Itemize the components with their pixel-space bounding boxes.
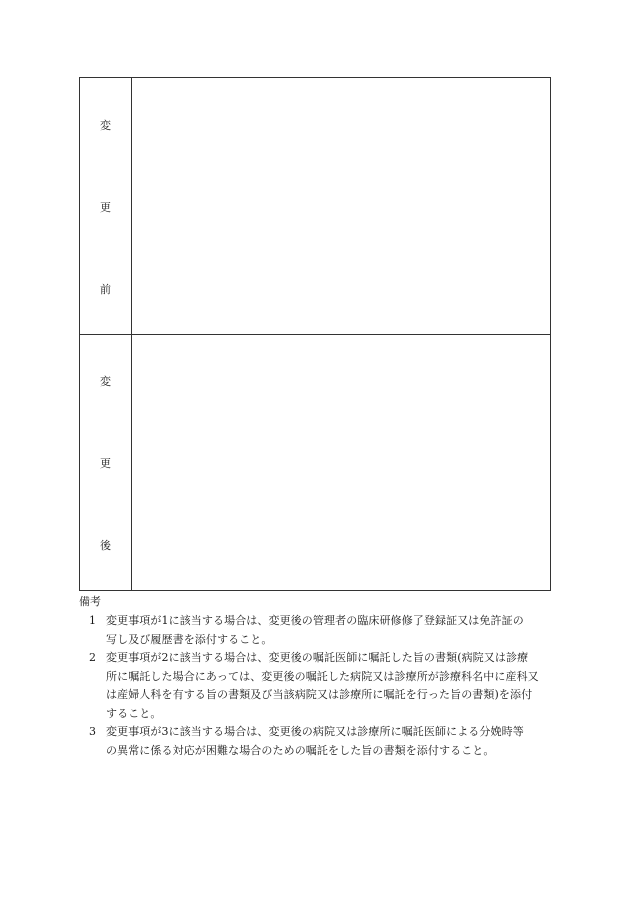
remarks-item-text: すること。 <box>106 706 162 720</box>
remarks-item <box>79 612 559 649</box>
after-label-char-3: 後 <box>100 539 111 552</box>
remarks-item-text: 変更事項が1に該当する場合は、変更後の管理者の臨床研修修了登録証又は免許証の <box>106 614 524 627</box>
after-label-char-1: 変 <box>100 375 111 388</box>
remarks-title: 備考 <box>79 595 101 608</box>
remarks-item <box>79 649 559 723</box>
after-change-label <box>80 335 132 591</box>
before-label-char-2: 更 <box>100 201 111 214</box>
remarks-item-text: の異常に係る対応が困難な場合のための嘱託をした旨の書類を添付すること。 <box>106 743 495 757</box>
remarks-item-text: 所に嘱託した場合にあっては、変更後の嘱託した病院又は診療所が診療科名中に産科又 <box>106 669 539 683</box>
remarks-item <box>79 723 559 760</box>
remarks-section <box>79 594 559 760</box>
remarks-item-text: 写し及び履歴書を添付すること。 <box>106 632 273 646</box>
before-change-row <box>80 78 551 335</box>
remarks-item-number: 1 <box>89 614 97 627</box>
before-label-char-3: 前 <box>100 283 111 296</box>
after-label-char-2: 更 <box>100 457 111 470</box>
before-label-char-1: 変 <box>100 119 111 132</box>
remarks-item-text: は産婦人科を有する旨の書類及び当該病院又は診療所に嘱託を行った旨の書類)を添付 <box>106 688 533 701</box>
remarks-item-text: 変更事項が2に該当する場合は、変更後の嘱託医師に嘱託した旨の書類(病院又は診療 <box>106 651 529 664</box>
remarks-item-number: 3 <box>89 725 97 738</box>
remarks-item-number: 2 <box>89 651 97 664</box>
before-change-content-field[interactable] <box>132 78 551 335</box>
after-change-row <box>80 335 551 591</box>
change-form-table <box>79 77 551 591</box>
before-change-label <box>80 78 132 335</box>
remarks-item-text: 変更事項が3に該当する場合は、変更後の病院又は診療所に嘱託医師による分娩時等 <box>106 725 524 738</box>
after-change-content-field[interactable] <box>132 335 551 591</box>
